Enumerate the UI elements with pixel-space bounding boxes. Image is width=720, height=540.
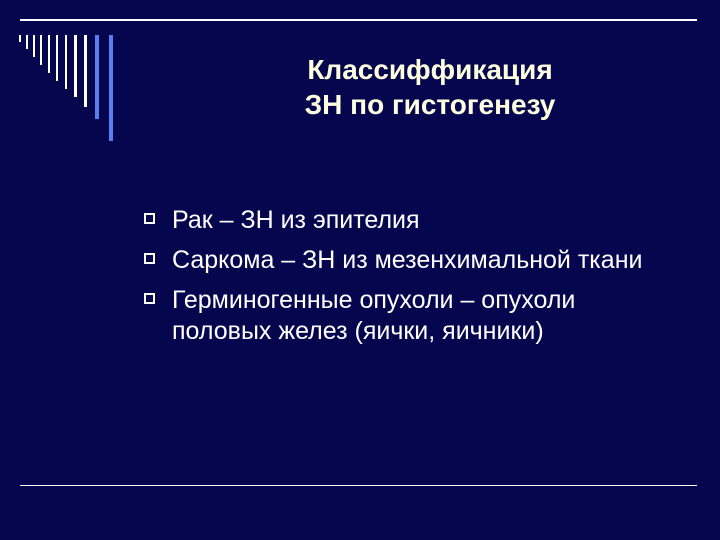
stripe bbox=[19, 35, 21, 42]
square-bullet-icon bbox=[144, 253, 155, 264]
stripe bbox=[26, 35, 28, 49]
list-item bbox=[142, 245, 662, 276]
stripe bbox=[33, 35, 35, 57]
bottom-divider-line bbox=[20, 485, 697, 486]
stripe bbox=[109, 35, 113, 141]
title-line: ЗН по гистогенезу bbox=[304, 89, 556, 120]
list-item-text: Саркома – ЗН из мезенхимальной ткани bbox=[172, 246, 643, 274]
square-bullet-icon bbox=[144, 293, 155, 304]
stripe bbox=[84, 35, 87, 107]
bullet-list bbox=[142, 205, 662, 356]
square-bullet-icon bbox=[144, 213, 155, 224]
list-item-text: Рак – ЗН из эпителия bbox=[172, 206, 420, 234]
title-line: Классиффикация bbox=[307, 54, 553, 85]
stripe bbox=[40, 35, 42, 65]
stripe bbox=[95, 35, 99, 119]
decorative-stripes bbox=[0, 0, 140, 150]
list-item bbox=[142, 285, 662, 347]
stripe bbox=[56, 35, 58, 81]
slide-title bbox=[240, 52, 620, 122]
stripe bbox=[74, 35, 77, 97]
list-item bbox=[142, 205, 662, 236]
stripe bbox=[65, 35, 67, 89]
stripe bbox=[48, 35, 50, 73]
list-item-text: Герминогенные опухоли – опухоли половых желез (яички, яичники) bbox=[172, 286, 576, 345]
